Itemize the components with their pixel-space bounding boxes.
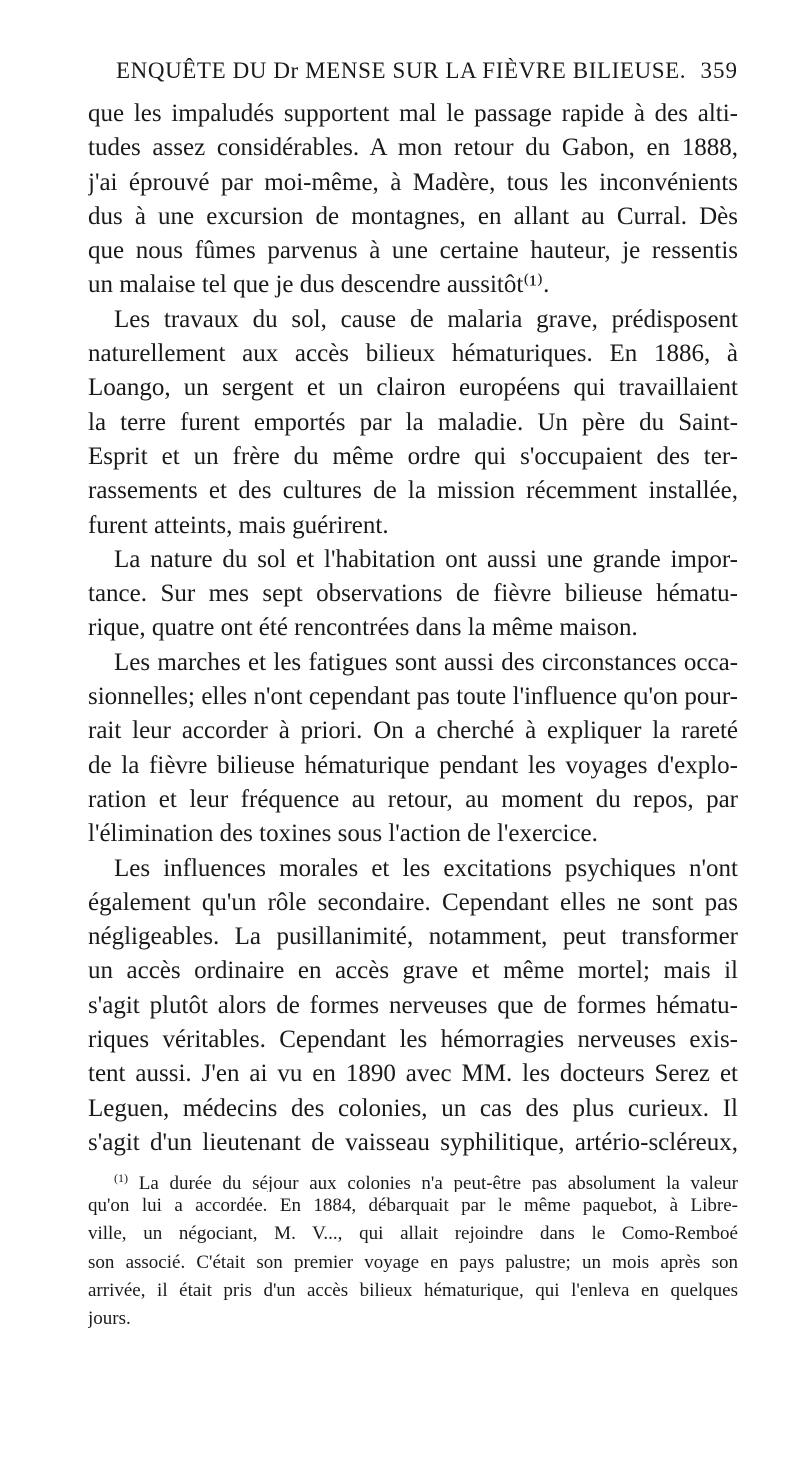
footnote-line: arrivée, il était pris d'un accès bilieux hématurique, qui l'enleva en quelques [88,1279,738,1301]
footnote-line: jours. [88,1307,131,1329]
footnote-line [88,1164,738,1192]
text-line: tent aussi. J'en ai vu en 1890 avec MM. les docteurs Serez et [88,1060,738,1088]
text-line: ration et leur fréquence au retour, au moment du repos, par [88,785,738,813]
running-title: ENQUÊTE DU Dr MENSE SUR LA FIÈVRE BILIEUSE. [116,58,687,83]
footnote [88,1164,738,1333]
text-line: négligeables. La pusillanimité, notamment, peut transformer [88,923,738,951]
page-number: 359 [700,58,738,83]
body-text [88,97,738,1160]
text-line: Les travaux du sol, cause de malaria grave, prédisposent [114,305,738,333]
text-line: que nous fûmes parvenus à une certaine hauteur, je ressentis [88,237,738,265]
text-line: également qu'un rôle secondaire. Cependant elles ne sont pas [88,888,738,916]
footnote-text: La durée du séjour aux colonies n'a peut-être pas absolument la valeur [138,1173,738,1193]
text-line: naturellement aux accès bilieux hématuriques. En 1886, à [88,340,738,368]
text-line: rique, quatre ont été rencontrées dans la même maison. [88,614,638,642]
text-line: de la fièvre bilieuse hématurique pendant les voyages d'explo- [88,751,738,779]
footnote-line: son associé. C'était son premier voyage en pays palustre; un mois après son [88,1251,738,1273]
footnote-line: qu'on lui a accordée. En 1884, débarquait par le même paquebot, à Libre- [88,1195,738,1217]
text-line: dus à une excursion de montagnes, en allant au Curral. Dès [88,202,738,230]
text-line: Esprit et un frère du même ordre qui s'occupaient des ter- [88,442,738,470]
text-line: Leguen, médecins des colonies, un cas des plus curieux. Il [88,1094,738,1122]
text-line: tance. Sur mes sept observations de fièvre bilieuse hématu- [88,580,738,608]
text-line: que les impaludés supportent mal le passage rapide à des alti- [88,100,738,127]
running-header [88,58,738,88]
text-line: Les influences morales et les excitations psychiques n'ont [114,854,738,882]
text-line: un accès ordinaire en accès grave et même mortel; mais il [88,957,738,985]
text-line: La nature du sol et l'habitation ont aussi une grande impor- [114,545,738,573]
text-line: s'agit d'un lieutenant de vaisseau syphilitique, artério-scléreux, [88,1128,738,1156]
text-line: Loango, un sergent et un clairon européens qui travaillaient [88,374,738,402]
text-line: tudes assez considérables. A mon retour du Gabon, en 1888, [88,134,738,162]
footnote-line: ville, un négociant, M. V..., qui allait rejoindre dans le Como-Remboé [88,1223,738,1245]
text-line: j'ai éprouvé par moi-même, à Madère, tous les inconvénients [88,168,738,196]
text-line: Les marches et les fatigues sont aussi des circonstances occa- [114,648,738,676]
text-line: l'élimination des toxines sous l'action de l'exercice. [88,820,598,848]
text-line: s'agit plutôt alors de formes nerveuses que de formes hématu- [88,991,738,1019]
text-line: furent atteints, mais guérirent. [88,511,389,539]
footnote-marker: (1) [114,1171,128,1185]
text-line: un malaise tel que je dus descendre aussitôt⁽¹⁾. [88,271,550,299]
text-line: la terre furent emportés par la maladie. Un père du Saint- [88,408,738,436]
text-line: sionnelles; elles n'ont cependant pas toute l'influence qu'on pour- [88,683,738,711]
text-line: riques véritables. Cependant les hémorragies nerveuses exis- [88,1026,738,1054]
text-line: rassements et des cultures de la mission récemment installée, [88,477,738,505]
text-line: rait leur accorder à priori. On a cherché à expliquer la rareté [88,717,738,745]
